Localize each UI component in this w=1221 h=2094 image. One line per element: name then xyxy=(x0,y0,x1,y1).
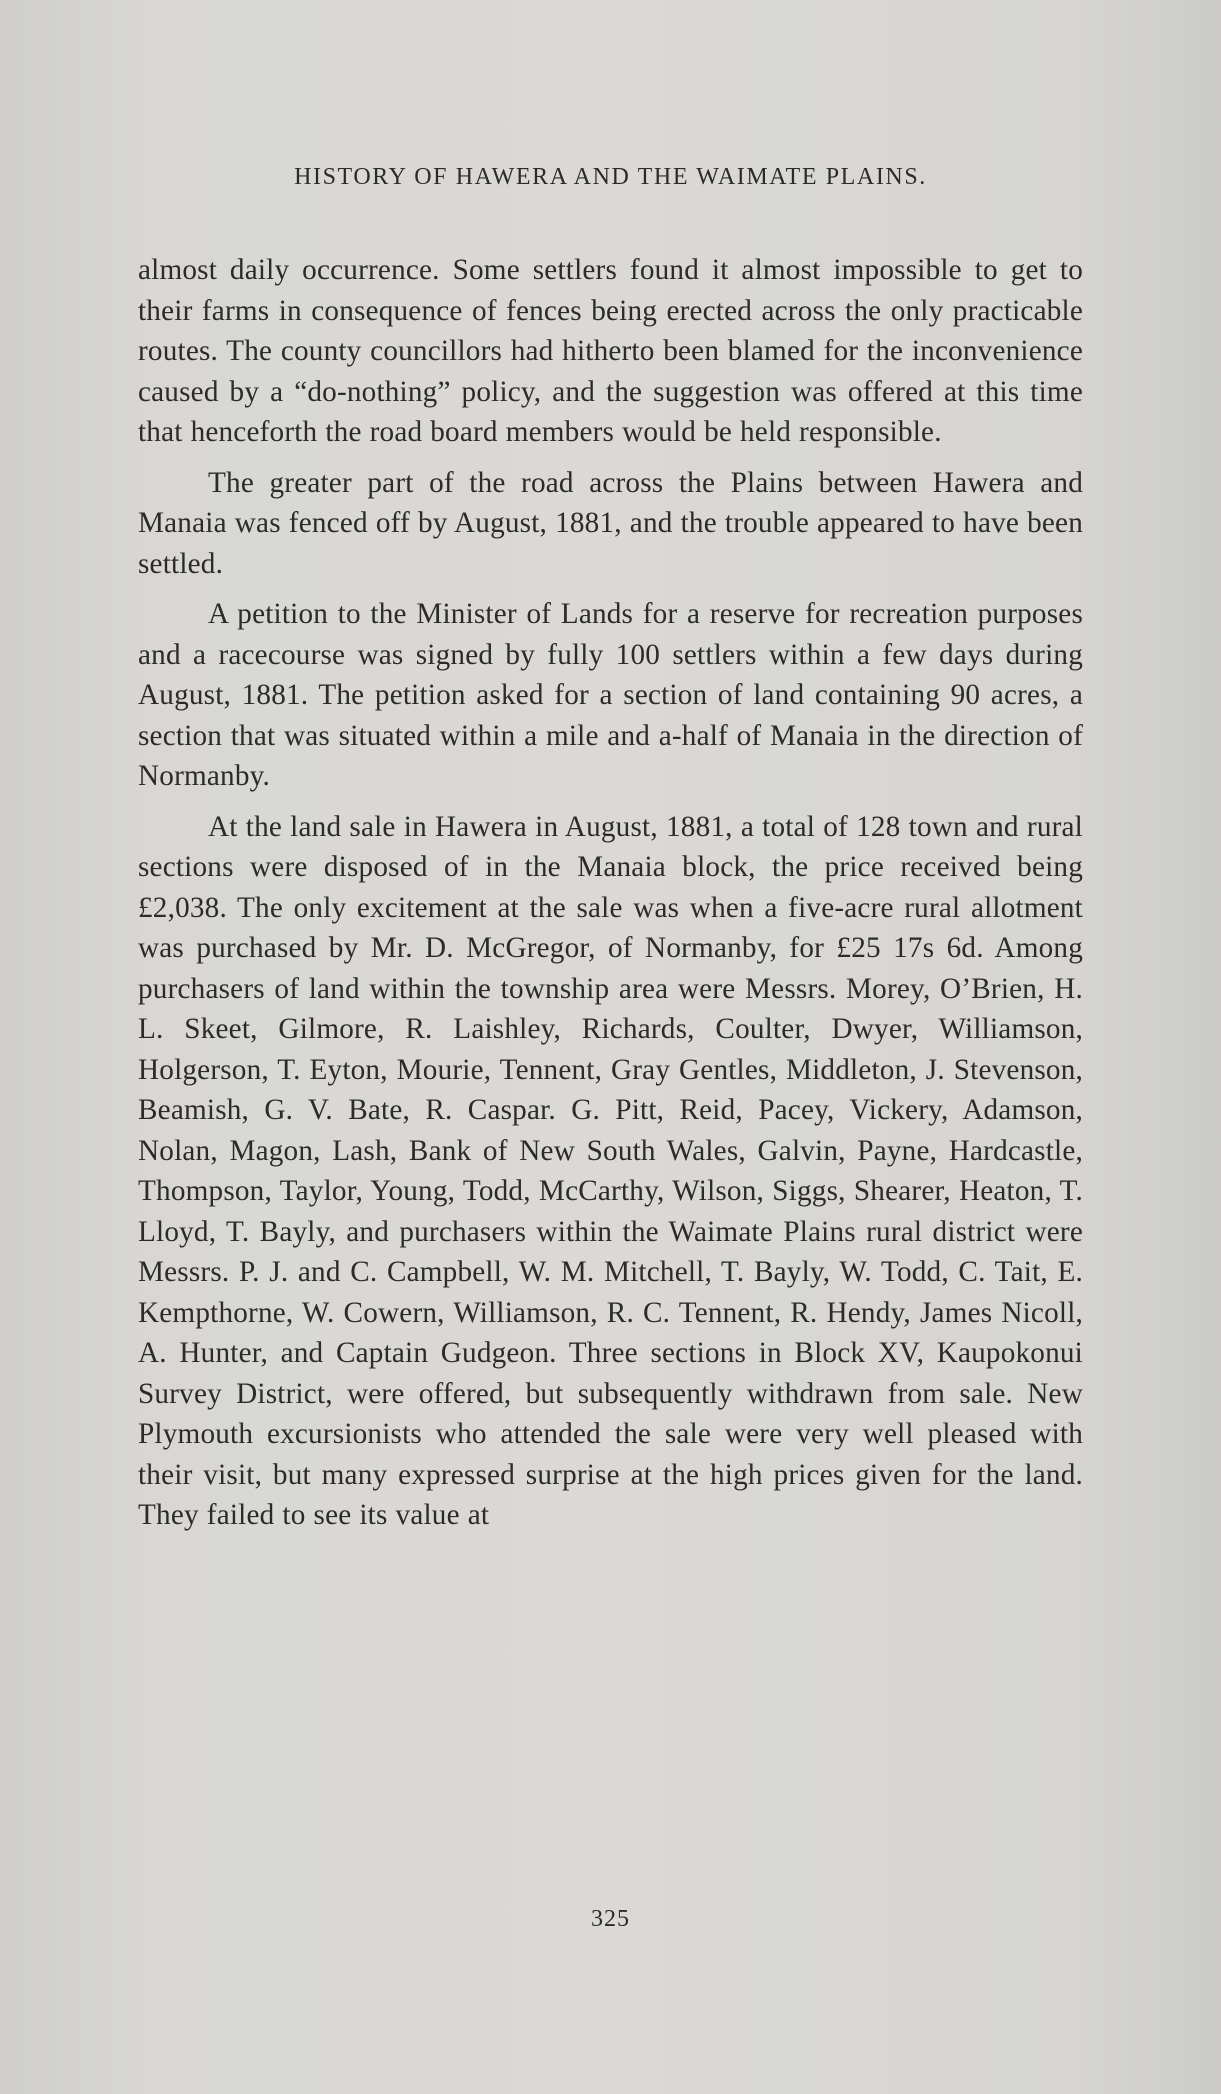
running-head: HISTORY OF HAWERA AND THE WAIMATE PLAINS. xyxy=(294,164,927,190)
paragraph-continuation: almost daily occurrence. Some settlers found it almost impossible to get to their farms in consequence of fences being erected across the only practicable routes. The county councillors had hitherto been blamed for the inconvenience caused by a “do-nothing” policy, and the suggestion was offered at this time that henceforth the road board members would be held responsible. xyxy=(138,254,1083,448)
paragraph-land-sale: At the land sale in Hawera in August, 1881, a total of 128 town and rural sections were disposed of in the Manaia block, the price received being £2,038. The only excitement at the sale was when a five-acre rural allotment was purchased by Mr. D. McGregor, of Normanby, for £25 17s 6d. Among purchasers of land within the township area were Messrs. Morey, O’Brien, H. L. Skeet, Gilmore, R. Laishley, Richards, Coulter, Dwyer, Williamson, Holgerson, T. Eyton, Mourie, Tennent, Gray Gentles, Middleton, J. Stevenson, Beamish, G. V. Bate, R. Caspar. G. Pitt, Reid, Pacey, Vickery, Adamson, Nolan, Magon, Lash, Bank of New South Wales, Galvin, Payne, Hardcastle, Thompson, Taylor, Young, Todd, McCarthy, Wilson, Siggs, Shearer, Heaton, T. Lloyd, T. Bayly, and purchasers within the Waimate Plains rural district were Messrs. P. J. and C. Campbell, W. M. Mitchell, T. Bayly, W. Todd, C. Tait, E. Kempthorne, W. Cowern, Williamson, R. C. Tennent, R. Hendy, James Nicoll, A. Hunter, and Captain Gudgeon. Three sections in Block XV, Kaupokonui Survey District, were offered, but subsequently withdrawn from sale. New Plymouth excursionists who attended the sale were very well pleased with their visit, but many expressed surprise at the high prices given for the land. They failed to see its value at xyxy=(138,810,1083,1531)
paragraph-road-fencing: The greater part of the road across the Plains between Hawera and Manaia was fenced off by August, 1881, and the trouble appeared to have been settled. xyxy=(138,466,1083,580)
paragraph-petition: A petition to the Minister of Lands for a reserve for recreation purposes and a racecourse was signed by fully 100 settlers within a few days during August, 1881. The petition asked for a section of land containing 90 acres, a section that was situated within a mile and a-half of Manaia in the direction of Normanby. xyxy=(138,598,1083,792)
page-number: 325 xyxy=(591,1906,630,1932)
body-text xyxy=(138,250,1083,1546)
